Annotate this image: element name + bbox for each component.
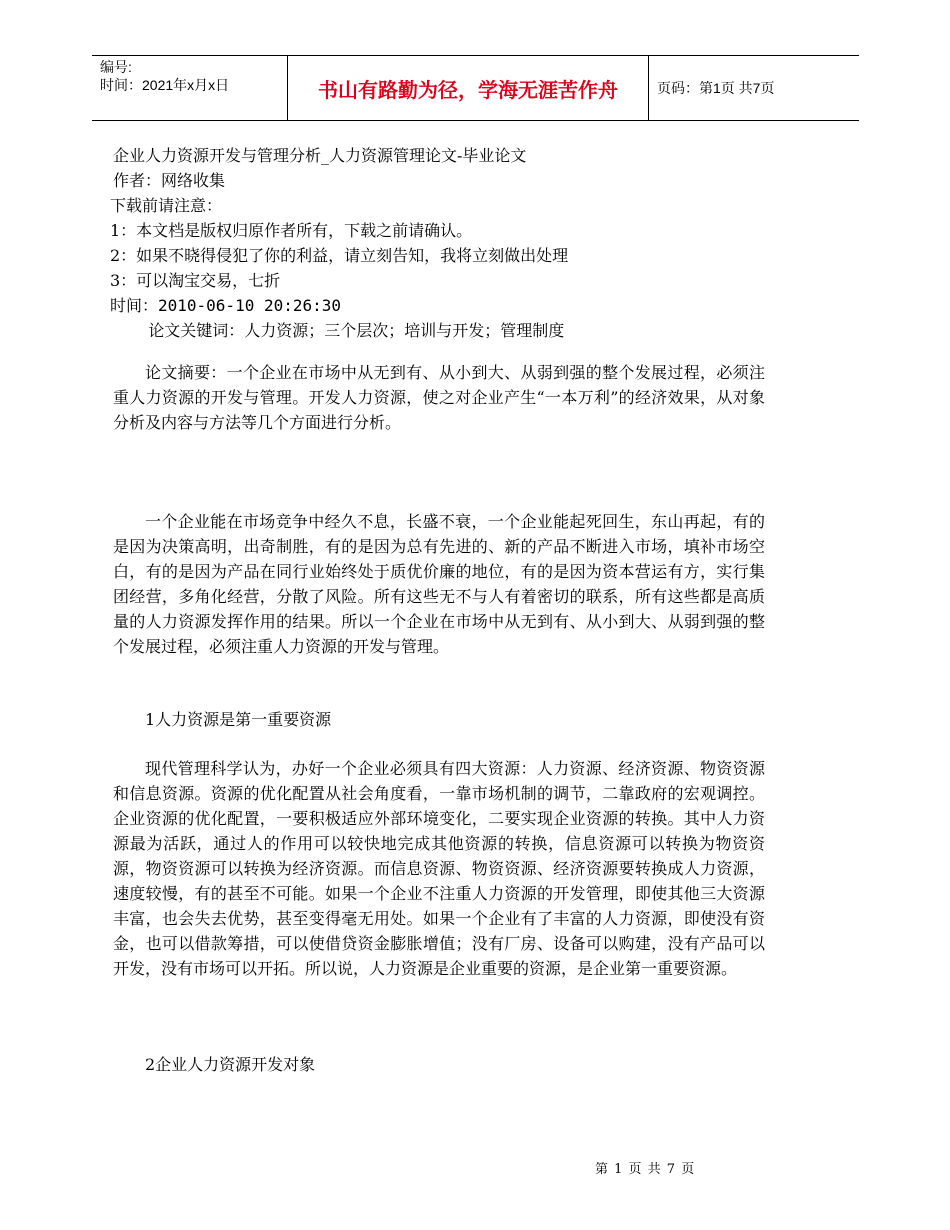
keywords: 论文关键词：人力资源；三个层次；培训与开发；管理制度 [148,321,565,340]
section-1-paragraph: 现代管理科学认为，办好一个企业必须具有四大资源：人力资源、经济资源、物资资源和信息资源。资源的优化配置从社会角度看，一靠市场机制的调节，二靠政府的宏观调控。企业资源的优化配置，一要积极适应外部环境变化，二要实现企业资源的转换。其中人力资源最为活跃，通过人的作用可以较快地完成其他资源的转换，信息资源可以转换为物资资源，物资资源可以转换为经济资源。而信息资源、物资资源、经济资源要转换成人力资源，速度较慢，有的甚至不可能。如果一个企业不注重人力资源的开发管理，即使其他三大资源丰富，也会失去优势，甚至变得毫无用处。如果一个企业有了丰富的人力资源，即使没有资金，也可以借款筹措，可以使借贷资金膨胀增值；没有厂房、设备可以购建，没有产品可以开发，没有市场可以开拓。所以说，人力资源是企业重要的资源，是企业第一重要资源。 [113,759,765,978]
document-author: 作者：网络收集 [113,171,226,190]
section-1-heading: 1人力资源是第一重要资源 [145,710,332,729]
section-1-body [113,756,765,981]
document-title: 企业人力资源开发与管理分析_人力资源管理论文-毕业论文 [113,146,527,165]
document-number-label: 编号: [100,59,132,75]
header-page-info: 页码：第1页 共7页 [657,80,775,96]
page-header [92,55,859,121]
document-meta [110,143,765,343]
section-2-heading: 2企业人力资源开发对象 [145,1055,316,1074]
header-meta-cell [92,56,287,120]
notice-item-2: 2：如果不晓得侵犯了你的利益，请立刻告知，我将立刻做出处理 [110,246,569,265]
intro-section [113,509,765,659]
abstract-paragraph: 论文摘要：一个企业在市场中从无到有、从小到大、从弱到强的整个发展过程，必须注重人力资源的开发与管理。开发人力资源，使之对企业产生“一本万利”的经济效果，从对象分析及内容与方法等几个方面进行分析。 [113,363,765,432]
header-motto: 书山有路勤为径，学海无涯苦作舟 [318,77,618,102]
document-timestamp: 时间：2010-06-10 20:26:30 [110,296,342,315]
notice-item-1: 1：本文档是版权归原作者所有，下载之前请确认。 [110,221,473,240]
notice-item-3: 3：可以淘宝交易，七折 [110,271,281,290]
abstract-section [113,360,765,435]
intro-paragraph: 一个企业能在市场竞争中经久不息，长盛不衰，一个企业能起死回生，东山再起，有的是因为决策高明，出奇制胜，有的是因为总有先进的、新的产品不断进入市场，填补市场空白，有的是因为产品在同行业始终处于质优价廉的地位，有的是因为资本营运有方，实行集团经营，多角化经营，分散了风险。所有这些无不与人有着密切的联系，所有这些都是高质量的人力资源发挥作用的结果。所以一个企业在市场中从无到有、从小到大、从弱到强的整个发展过程，必须注重人力资源的开发与管理。 [113,512,765,656]
notice-heading: 下载前请注意： [110,196,223,215]
page-footer: 第 1 页 共 7 页 [595,1162,696,1177]
header-motto-cell [287,56,649,120]
document-time-label: 时间：2021年x月x日 [100,77,230,93]
